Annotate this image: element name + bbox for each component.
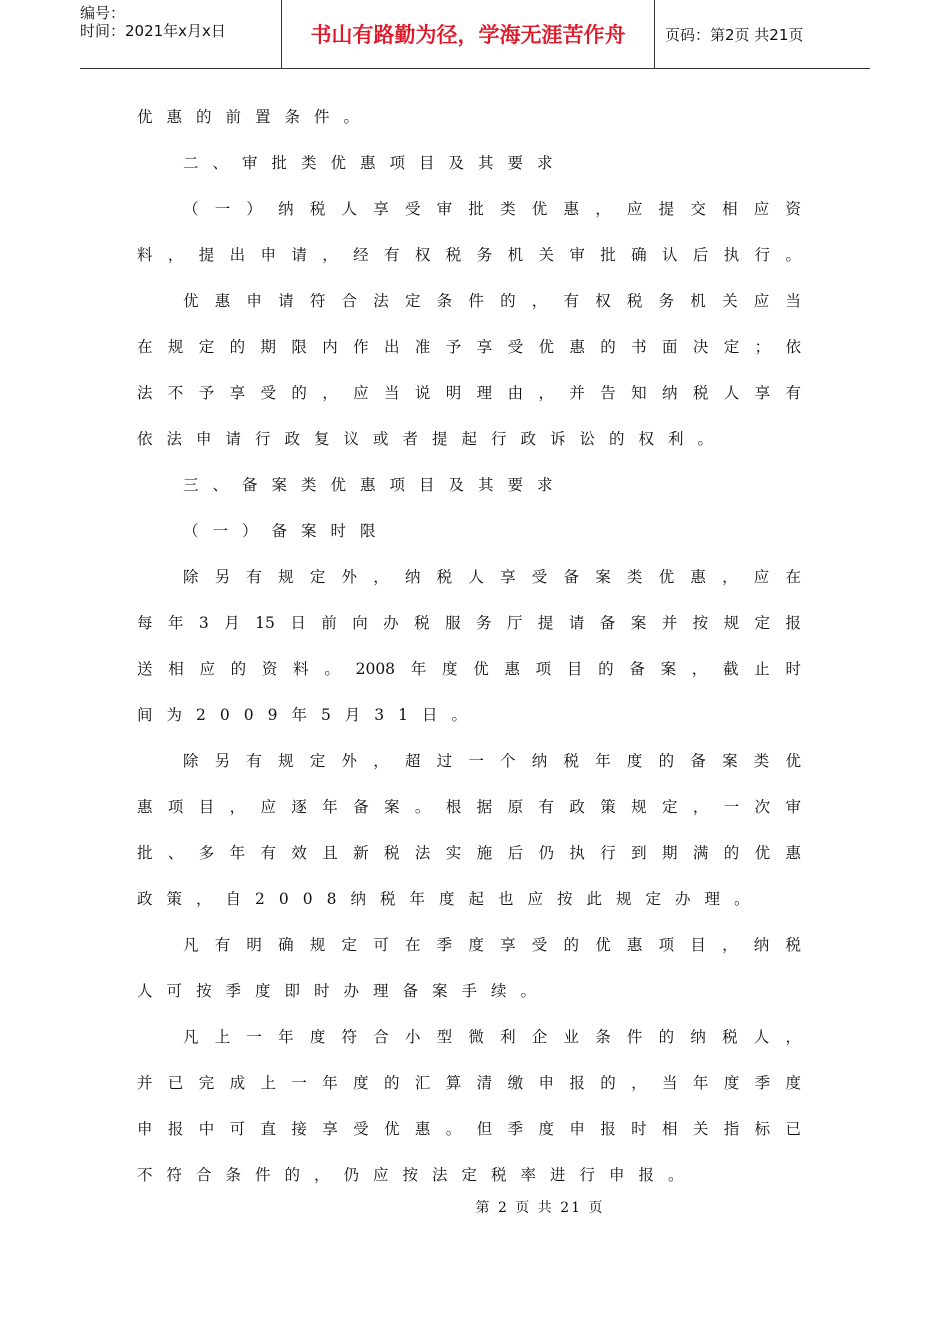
page-header (80, 0, 870, 69)
header-page-cell (655, 0, 870, 68)
text-line: 优惠申请符合法定条件的，有权税务机关应当 (183, 292, 801, 310)
text-line: 送相应的资料。2008年度优惠项目的备案，截止时 (137, 660, 801, 678)
text-line: 除另有规定外，纳税人享受备案类优惠，应在 (183, 568, 801, 586)
motto-text: 书山有路勤为径，学海无涯苦作舟 (310, 23, 626, 47)
text-line: 在规定的期限内作出准予享受优惠的书面决定；依 (137, 338, 801, 356)
text-line: 法不予享受的，应当说明理由，并告知纳税人享有 (137, 384, 801, 402)
text-line: 惠项目，应逐年备案。根据原有政策规定，一次审 (137, 798, 801, 816)
document-body (137, 98, 801, 1202)
page-footer: 第 2 页 共 21 页 (475, 1200, 605, 1216)
text-line: 依法申请行政复议或者提起行政诉讼的权利。 (137, 430, 728, 448)
text-line: 优惠的前置条件。 (137, 108, 374, 126)
text-line: 政策，自2008纳税年度起也应按此规定办理。 (137, 890, 764, 908)
page-info: 页码：第2页 共21页 (665, 25, 804, 44)
text-line: 批、多年有效且新税法实施后仍执行到期满的优惠 (137, 844, 801, 862)
time-label: 时间：2021年x月x日 (80, 22, 226, 40)
text-line: 每年3月15日前向办税服务厅提请备案并按规定报 (137, 614, 801, 632)
header-motto-cell (281, 0, 655, 68)
text-line: （一）纳税人享受审批类优惠，应提交相应资 (183, 200, 801, 218)
text-line: 不符合条件的，仍应按法定税率进行申报。 (137, 1166, 698, 1184)
text-line: 人可按季度即时办理备案手续。 (137, 982, 551, 1000)
text-line: 凡上一年度符合小型微利企业条件的纳税人， (183, 1028, 801, 1046)
text-line: 凡有明确规定可在季度享受的优惠项目，纳税 (183, 936, 801, 954)
subsection-heading: （一）备案时限 (183, 522, 390, 540)
text-line: 并已完成上一年度的汇算清缴申报的，当年度季度 (137, 1074, 801, 1092)
header-meta (80, 0, 281, 68)
text-line: 料，提出申请，经有权税务机关审批确认后执行。 (137, 246, 801, 264)
text-line: 间为2009年5月31日。 (137, 706, 482, 724)
section-heading: 三、备案类优惠项目及其要求 (183, 476, 567, 494)
section-heading: 二、审批类优惠项目及其要求 (183, 154, 567, 172)
text-line: 申报中可直接享受优惠。但季度申报时相关指标已 (137, 1120, 801, 1138)
doc-number-label: 编号： (80, 4, 126, 22)
text-line: 除另有规定外，超过一个纳税年度的备案类优 (183, 752, 801, 770)
